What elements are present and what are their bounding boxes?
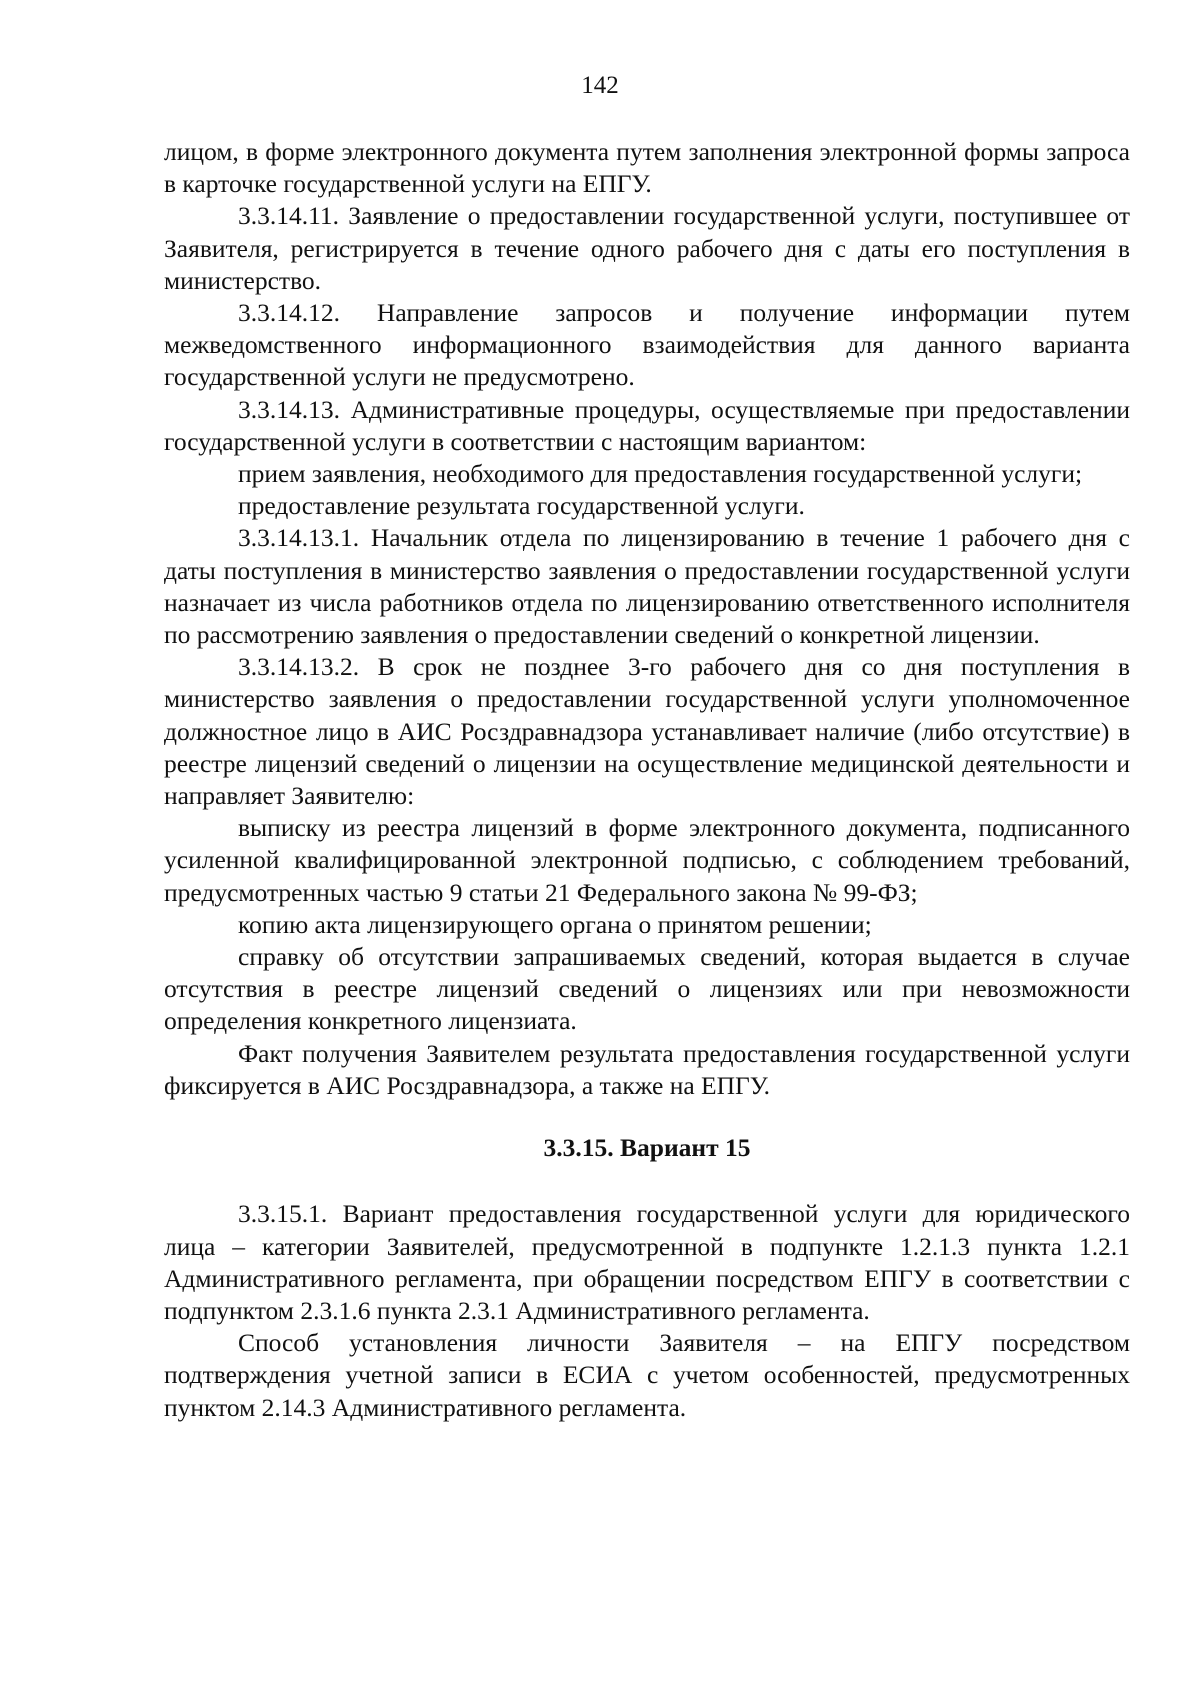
paragraph-3-3-14-13-2: 3.3.14.13.2. В срок не позднее 3-го рабочего дня со дня поступления в министерство заявления о предоставлении государственной услуги уполномоченное должностное лицо в АИС Росздравнадзора устанавливает наличие (либо отсутствие) в реестре лицензий сведений о лицензии на осуществление медицинской деятельности и направляет Заявителю: [164, 652, 1130, 811]
paragraph-3-3-14-11: 3.3.14.11. Заявление о предоставлении государственной услуги, поступившее от Заявителя, регистрируется в течение одного рабочего дня с даты его поступления в министерство. [164, 201, 1130, 295]
list-item-absence-certificate: справку об отсутствии запрашиваемых сведений, которая выдается в случае отсутствия в реестре лицензий сведений о лицензиях или при невозможности определения конкретного лицензиата. [164, 942, 1130, 1036]
page-number: 142 [581, 72, 619, 99]
paragraph-3-3-15-1: 3.3.15.1. Вариант предоставления государственной услуги для юридического лица – категории Заявителей, предусмотренной в подпункте 1.2.1.3 пункта 1.2.1 Административного регламента, при обращении посредством ЕПГУ в соответствии с подпунктом 2.3.1.6 пункта 2.3.1 Административного регламента. [164, 1199, 1130, 1325]
paragraph-3-3-14-13-1: 3.3.14.13.1. Начальник отдела по лицензированию в течение 1 рабочего дня с даты поступления в министерство заявления о предоставлении государственной услуги назначает из числа работников отдела по лицензированию ответственного исполнителя по рассмотрению заявления о предоставлении сведений о конкретной лицензии. [164, 523, 1130, 650]
list-item-registry-extract: выписку из реестра лицензий в форме электронного документа, подписанного усиленной квалифицированной электронной подписью, с соблюдением требований, предусмотренных частью 9 статьи 21 Федерального закона № 99-ФЗ; [164, 813, 1130, 907]
paragraph-result-fixation: Факт получения Заявителем результата предоставления государственной услуги фиксируется в АИС Росздравнадзора, а также на ЕПГУ. [164, 1038, 1130, 1100]
paragraph-3-3-14-12: 3.3.14.12. Направление запросов и получение информации путем межведомственного информационного взаимодействия для данного варианта государственной услуги не предусмотрено. [164, 298, 1130, 392]
list-item-act-copy: копию акта лицензирующего органа о принятом решении; [238, 909, 872, 939]
paragraph-identification-method: Способ установления личности Заявителя – на ЕПГУ посредством подтверждения учетной записи в ЕСИА с учетом особенностей, предусмотренных пунктом 2.14.3 Административного регламента. [164, 1328, 1130, 1422]
section-heading: 3.3.15. Вариант 15 [543, 1133, 751, 1163]
list-item-application-reception: прием заявления, необходимого для предоставления государственной услуги; [238, 459, 1083, 489]
document-body [164, 136, 1130, 1424]
paragraph-continuation: лицом, в форме электронного документа путем заполнения электронной формы запроса в карточке государственной услуги на ЕПГУ. [164, 137, 1130, 199]
paragraph-3-3-14-13: 3.3.14.13. Административные процедуры, осуществляемые при предоставлении государственной услуги в соответствии с настоящим вариантом: [164, 394, 1130, 456]
list-item-result-provision: предоставление результата государственной услуги. [238, 491, 805, 521]
